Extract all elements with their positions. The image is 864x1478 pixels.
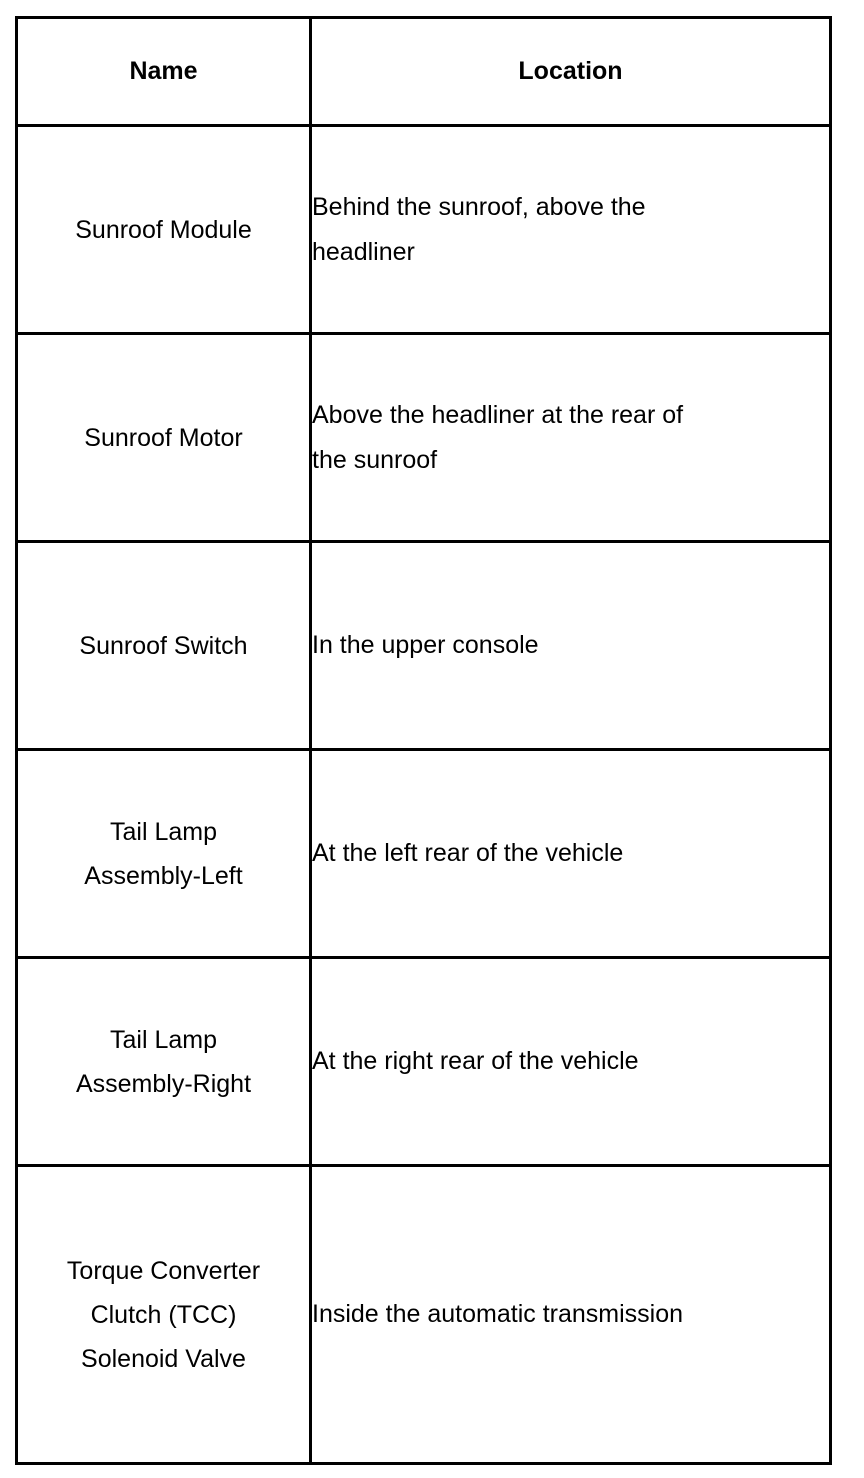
component-location-table [15, 16, 832, 1465]
location-cell [311, 126, 831, 334]
location-line: headliner [312, 237, 415, 266]
location-line: Behind the sunroof, above the [312, 192, 646, 221]
name-cell [17, 750, 311, 958]
table-row [17, 750, 831, 958]
location-cell [311, 1166, 831, 1464]
name-line: Sunroof Motor [84, 423, 243, 452]
name-line: Sunroof Switch [79, 631, 248, 660]
name-line: Assembly-Right [75, 1069, 252, 1098]
name-line: Sunroof Module [75, 215, 252, 244]
table-header-row [17, 18, 831, 126]
name-cell [17, 126, 311, 334]
name-line: Torque Converter [66, 1256, 261, 1285]
location-line: the sunroof [312, 445, 438, 474]
name-cell [17, 958, 311, 1166]
table-row [17, 542, 831, 750]
location-line: In the upper console [312, 631, 539, 659]
name-line: Tail Lamp [110, 1025, 217, 1054]
table-row [17, 958, 831, 1166]
location-line: Above the headliner at the rear of [312, 400, 684, 429]
location-line: At the left rear of the vehicle [312, 839, 624, 867]
name-line: Solenoid Valve [81, 1344, 246, 1373]
location-cell [311, 542, 831, 750]
header-name: Name [17, 18, 311, 126]
name-cell [17, 334, 311, 542]
table-row [17, 126, 831, 334]
name-line: Tail Lamp [109, 817, 217, 846]
header-location: Location [311, 18, 831, 126]
name-line: Clutch (TCC) [90, 1300, 237, 1329]
name-cell [17, 1166, 311, 1464]
location-cell [311, 750, 831, 958]
table-row [17, 334, 831, 542]
name-cell [17, 542, 311, 750]
location-cell [311, 334, 831, 542]
table-row [17, 1166, 831, 1464]
name-line: Assembly-Left [84, 861, 243, 890]
location-cell [311, 958, 831, 1166]
location-line: At the right rear of the vehicle [312, 1047, 639, 1075]
location-line: Inside the automatic transmission [312, 1300, 684, 1328]
